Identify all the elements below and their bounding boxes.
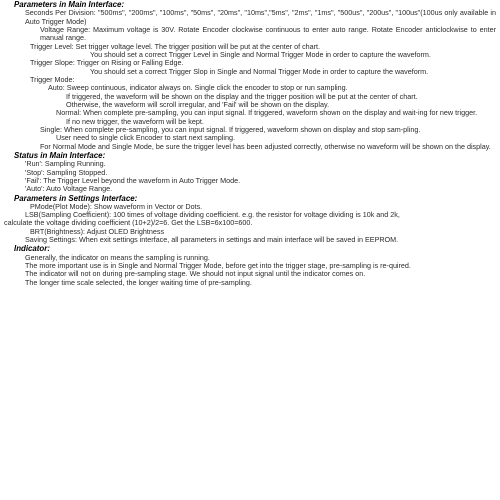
pmode-text: PMode(Plot Mode): Show waveform in Vector or Dots. <box>30 201 203 211</box>
heading-main-interface: Parameters in Main Interface: <box>14 0 125 9</box>
brt-text: BRT(Brightness): Adjust OLED Brightness <box>30 226 165 236</box>
lsb-text: LSB(Sampling Coefficient): 100 times of voltage dividing coefficient. e.g. the resistor for voltage dividing is 10k and 2k, <box>25 210 400 220</box>
trigger-slope-text: Trigger Slope: Trigger on Rising or Falling Edge. <box>30 58 184 68</box>
auto-otherwise-text: Otherwise, the waveform will scroll irregular, and 'Fail' will be shown on the display. <box>66 99 330 109</box>
voltage-range-text: Voltage Range: Maximum voltage is 30V. Rotate Encoder clockwise continuous to enter auto range. Rotate Encoder anticlockwise to enter manual range. <box>40 24 496 43</box>
status-auto-text: 'Auto': Auto Voltage Range. <box>25 184 113 194</box>
auto-mode-text: Auto: Sweep continuous, indicator always on. Single click the encoder to stop or run sampling. <box>48 83 348 93</box>
heading-indicator: Indicator: <box>14 244 50 254</box>
status-stop-text: 'Stop': Sampling Stopped. <box>25 167 108 177</box>
status-fail-text: 'Fail': The Trigger Level beyond the waveform in Auto Trigger Mode. <box>25 175 241 185</box>
trigger-level-note: You should set a correct Trigger Level in Single and Normal Trigger Mode in order to capture the waveform. <box>90 49 431 59</box>
heading-settings: Parameters in Settings Interface: <box>14 193 138 203</box>
heading-status: Status in Main Interface: <box>14 151 106 160</box>
trigger-slope-note: You should set a correct Trigger Slop in Single and Normal Trigger Mode in order to capture the waveform. <box>90 66 429 76</box>
indicator-generally-text: Generally, the indicator on means the sampling is running. <box>25 252 210 262</box>
seconds-per-division-text: Seconds Per Division: "500ms", "200ms", "100ms", "50ms", "20ms", "10ms","5ms", "2ms", "1ms", "500us", "200us", "100us"(100us only available in Auto Trigger Mode) <box>25 8 496 26</box>
lsb-calc-text: calculate the voltage dividing coefficient (10+2)/2=6. Get the LSB=6x100=600. <box>4 218 253 228</box>
auto-triggered-text: If triggered, the waveform will be shown on the display and the trigger position will be put at the center of chart. <box>66 91 418 101</box>
indicator-longer-text: The longer time scale selected, the longer waiting time of pre-sampling. <box>25 277 252 287</box>
normal-mode-text: Normal: When complete pre-sampling, you can input signal. If triggered, waveform shown on the display and wait-ing for new trigger. <box>56 108 478 118</box>
normal-no-trigger-text: If no new trigger, the waveform will be kept. <box>66 116 204 126</box>
indicator-not-on-text: The indicator will not on during pre-sampling stage. We should not input signal until the indicator comes on. <box>25 269 366 279</box>
indicator-important-text: The more important use is in Single and Normal Trigger Mode, before get into the trigger stage, pre-sampling is re-quired. <box>25 260 411 270</box>
saving-settings-text: Saving Settings: When exit settings interface, all parameters in settings and main interface will be saved in EEPROM. <box>25 235 399 245</box>
trigger-level-text: Trigger Level: Set trigger voltage level. The trigger position will be put at the center of chart. <box>30 41 321 51</box>
status-run-text: 'Run': Sampling Running. <box>25 159 106 169</box>
normal-single-note-text: For Normal Mode and Single Mode, be sure the trigger level has been adjusted correctly, otherwise no waveform will be shown on the display. <box>40 141 491 151</box>
trigger-mode-label: Trigger Mode: <box>30 74 75 84</box>
single-mode-text: Single: When complete pre-sampling, you can input signal. If triggered, waveform shown on display and stop sam-pling. <box>40 124 421 134</box>
single-note-text: User need to single click Encoder to start next sampling. <box>56 133 235 143</box>
